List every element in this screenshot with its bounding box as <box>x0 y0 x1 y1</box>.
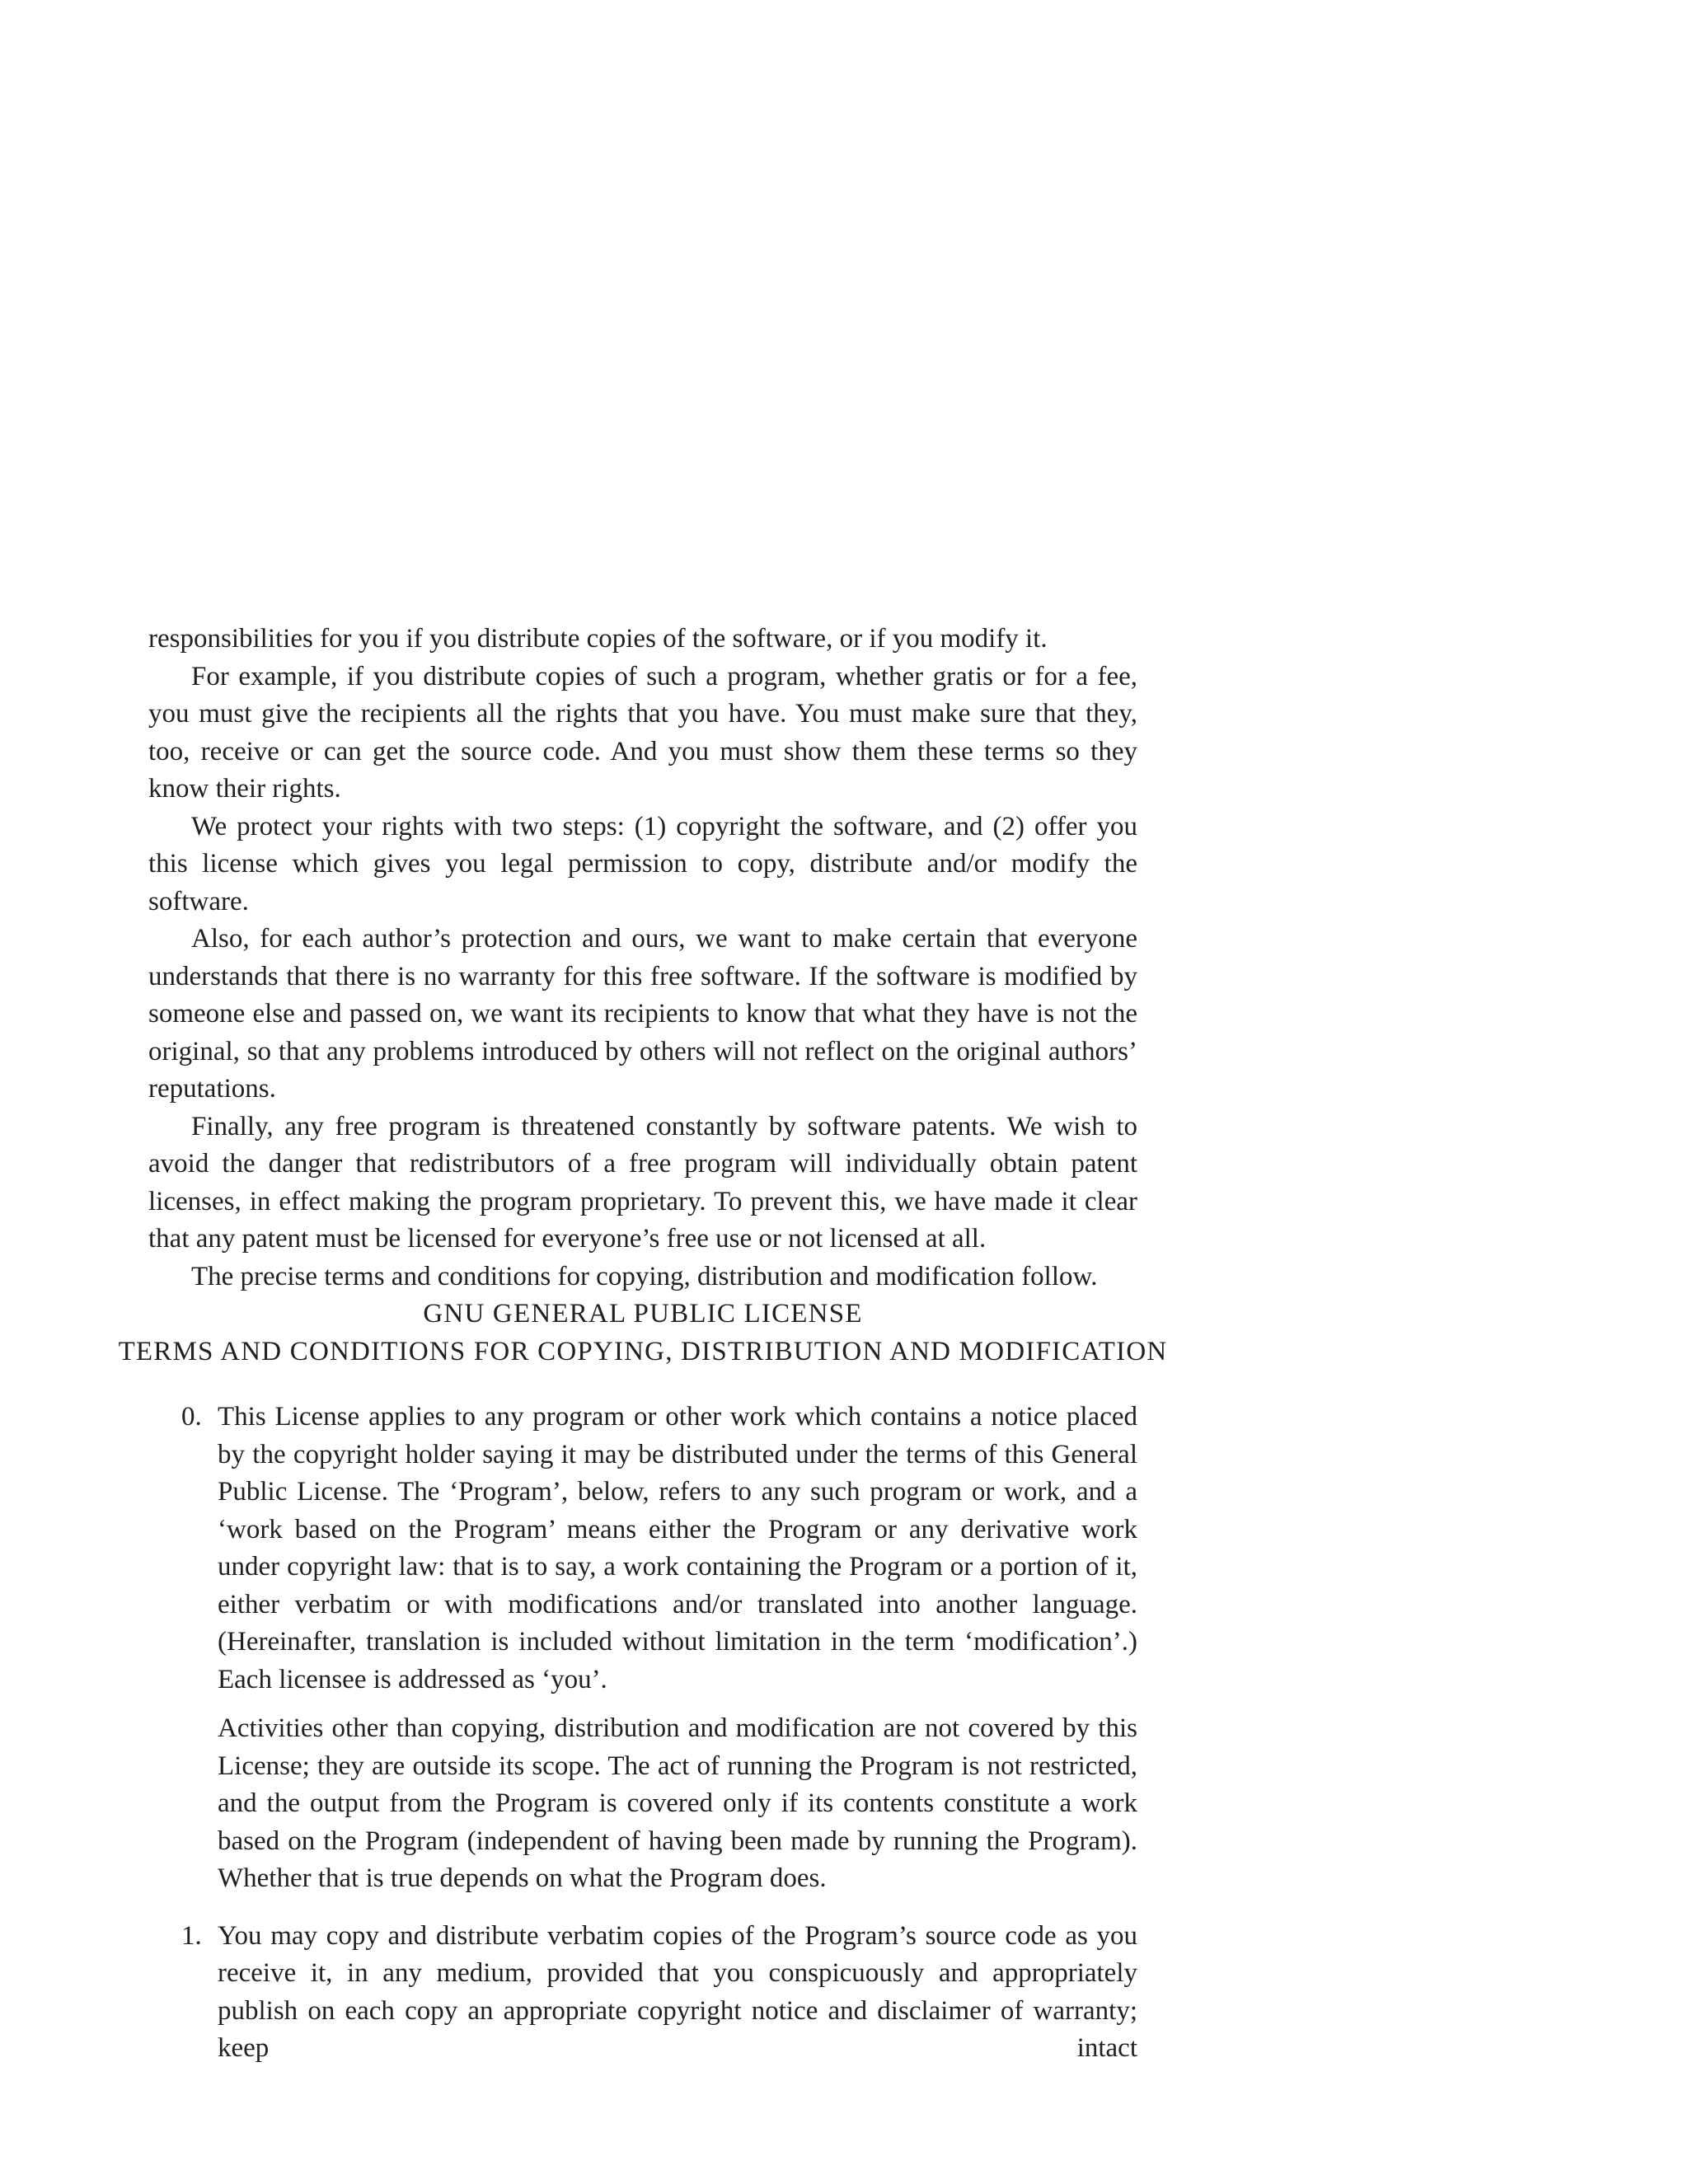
preamble-paragraph: The precise terms and conditions for copying, distribution and modification follow. <box>191 1261 1098 1291</box>
term-number: 1. <box>181 1920 202 1951</box>
preamble-paragraph: Also, for each author’s protection and ours, we want to make certain that everyone understands that there is no warranty for this free software. If the software is modified by someone else and passed on, we want its recipients to know that what they have is not the original, so that any problems introduced by others will not reflect on the original authors’ reputations. <box>148 924 1137 1104</box>
term-item <box>148 1399 1137 1898</box>
term-number: 0. <box>181 1402 202 1432</box>
document-body <box>118 621 1168 2088</box>
preamble-paragraph: responsibilities for you if you distribute copies of the software, or if you modify it. <box>148 624 1048 654</box>
term-item <box>148 1918 1137 2068</box>
preamble-paragraph: We protect your rights with two steps: (1) copyright the software, and (2) offer you this license which gives you legal permission to copy, distribute and/or modify the software. <box>148 811 1137 916</box>
preamble-paragraph: Finally, any free program is threatened constantly by software patents. We wish to avoid the danger that redistributors of a free program will individually obtain patent licenses, in effect making the program proprietary. To prevent this, we have made it clear that any patent must be licensed for everyone’s free use or not licensed at all. <box>148 1111 1137 1254</box>
terms-list <box>148 1399 1137 2068</box>
term-paragraph: Activities other than copying, distribution and modification are not covered by this License; they are outside its scope. The act of running the Program is not restricted, and the output from the Program is covered only if its contents constitute a work based on the Program (independent of having been made by running the Program). Whether that is true depends on what the Program does. <box>218 1713 1137 1893</box>
preamble-paragraph: For example, if you distribute copies of such a program, whether gratis or for a fee, you must give the recipients all the rights that you have. You must make sure that they, too, receive or can get the source code. And you must show them these terms so they know their rights. <box>148 661 1137 804</box>
terms-heading: TERMS AND CONDITIONS FOR COPYING, DISTRIBUTION AND MODIFICATION <box>118 1336 1168 1366</box>
license-title: GNU GENERAL PUBLIC LICENSE <box>423 1299 863 1329</box>
term-paragraph: This License applies to any program or other work which contains a notice placed by the copyright holder saying it may be distributed under the terms of this General Public License. The ‘Program’, below, refers to any such program or work, and a ‘work based on the Program’ means either the Program or any derivative work under copyright law: that is to say, a work containing the Program or a portion of it, either verbatim or with modifications and/or translated into another language. (Hereinafter, translation is included without limitation in the term ‘modification’.) Each licensee is addressed as ‘you’. <box>218 1402 1137 1694</box>
term-paragraph: You may copy and distribute verbatim copies of the Program’s source code as you receive it, in any medium, provided that you conspicuously and appropriately publish on each copy an appropriate copyright notice and disclaimer of warranty; keep intact <box>218 1920 1137 2063</box>
